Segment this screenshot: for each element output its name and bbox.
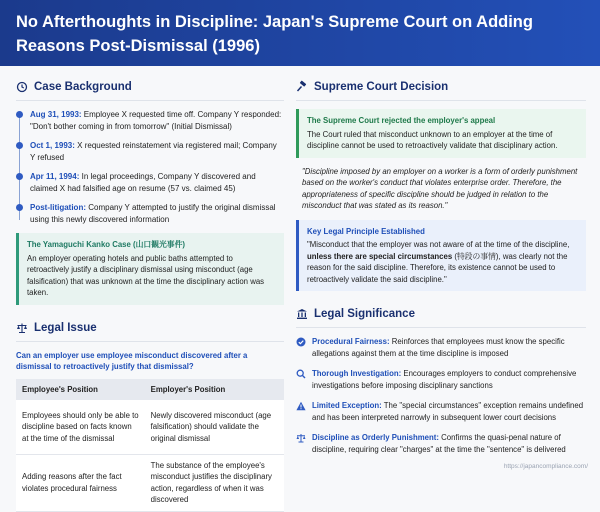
table-cell: The substance of the employee's misconduct justifies the disciplinary action, regardless of when it was discovered	[145, 454, 284, 511]
timeline-item	[30, 109, 284, 133]
case-box	[16, 233, 284, 305]
significance-title: Legal Significance	[314, 308, 415, 320]
left-column	[16, 78, 284, 512]
legal-question: Can an employer use employee misconduct discovered after a dismissal to retroactively justify that dismissal?	[16, 350, 248, 371]
timeline-date: Oct 1, 1993:	[30, 141, 75, 150]
principle-text	[307, 239, 578, 285]
timeline-text: In legal proceedings, Company Y discovered and claimed X had falsified age on resume (57 vs. claimed 45)	[30, 172, 256, 193]
timeline-dot	[16, 111, 23, 118]
verdict-text: The Court ruled that misconduct unknown to an employer at the time of discipline cannot be used to retroactively validate that disciplinary action.	[307, 129, 558, 150]
timeline	[16, 109, 284, 226]
significance-key: Thorough Investigation:	[312, 369, 402, 378]
case-box-text: An employer operating hotels and public baths attempted to retroactively justify a disciplinary dismissal using misconduct (age falsification) that was unknown at the time the disciplinary action was taken.	[27, 253, 265, 297]
significance-item	[296, 432, 586, 455]
decision-title: Supreme Court Decision	[314, 81, 449, 93]
significance-key: Limited Exception:	[312, 401, 382, 410]
significance-desc: Reinforces that employees must know the specific allegations against them at the time discipline is imposed	[312, 337, 565, 358]
gavel-icon	[296, 81, 308, 93]
timeline-dot	[16, 173, 23, 180]
table-cell: Newly discovered misconduct (age falsification) should validate the original dismissal	[145, 400, 284, 454]
significance-desc: Encourages employers to conduct comprehensive investigations before imposing disciplinary sanctions	[312, 369, 577, 390]
column-header: Employer's Position	[145, 379, 284, 401]
court-quote: "Discipline imposed by an employer on a worker is a form of orderly punishment based on the worker's conduct that violates enterprise order. Therefore, the appropriateness of specific discipline should be judged in relation to the misconduct that was stated as its reason."	[302, 166, 578, 210]
case-background-title: Case Background	[34, 81, 132, 93]
principle-pre: "Misconduct that the employer was not aware of at the time of the discipline,	[307, 240, 570, 249]
timeline-item	[30, 202, 284, 226]
timeline-date: Apr 11, 1994:	[30, 172, 80, 181]
principle-title: Key Legal Principle Established	[307, 226, 425, 236]
timeline-date: Aug 31, 1993:	[30, 110, 82, 119]
column-header: Employee's Position	[16, 379, 145, 401]
divider	[16, 341, 284, 342]
significance-key: Procedural Fairness:	[312, 337, 390, 346]
scales-icon	[16, 322, 28, 334]
significance-text	[312, 400, 586, 423]
case-background-heading	[16, 78, 284, 96]
search-icon	[296, 369, 306, 379]
divider	[296, 100, 586, 101]
significance-heading	[296, 305, 586, 323]
timeline-item	[30, 171, 284, 195]
right-column	[296, 78, 586, 464]
significance-desc: Confirms the quasi-penal nature of discipline, requiring clear "charges" at the time the "sentence" is delivered	[312, 433, 566, 454]
significance-text	[312, 368, 586, 391]
decision-heading	[296, 78, 586, 96]
significance-item	[296, 336, 586, 359]
timeline-text: X requested reinstatement via registered mail; Company Y refused	[30, 141, 277, 162]
verdict-title: The Supreme Court rejected the employer's appeal	[307, 116, 496, 125]
significance-text	[312, 432, 586, 455]
legal-issue-heading	[16, 319, 284, 337]
principle-post: (特段の事情), was clearly not the reason for the said discipline. Therefore, its existence cannot be used to retroactively validate the said discipline."	[307, 251, 568, 284]
timeline-dot	[16, 204, 23, 211]
legal-issue-title: Legal Issue	[34, 321, 97, 334]
timeline-item	[30, 140, 284, 164]
page-header	[0, 0, 600, 66]
table-header-row	[16, 379, 284, 401]
divider	[16, 100, 284, 101]
principle-box	[296, 220, 586, 292]
timeline-text: Employee X requested time off. Company Y responded: "Don't bother coming in from tomorrow" (Initial Dismissal)	[30, 110, 282, 131]
table-cell: Employees should only be able to discipline based on facts known at the time of the dismissal	[16, 400, 145, 454]
table-row	[16, 400, 284, 454]
timeline-dot	[16, 142, 23, 149]
principle-bold: unless there are special circumstances	[307, 251, 453, 261]
timeline-date: Post-litigation:	[30, 203, 86, 212]
divider	[296, 327, 586, 328]
significance-item	[296, 368, 586, 391]
timeline-text: Company Y attempted to justify the original dismissal using this newly discovered information	[30, 203, 276, 224]
table-row	[16, 454, 284, 511]
shield-check-icon	[296, 337, 306, 347]
warning-icon	[296, 401, 306, 411]
footer-url: https://japancompliance.com/	[503, 463, 588, 470]
table-cell: Adding reasons after the fact violates procedural fairness	[16, 454, 145, 511]
verdict-box	[296, 109, 586, 158]
institution-icon	[296, 308, 308, 320]
significance-desc: The "special circumstances" exception remains undefined and has been interpreted narrowly in subsequent lower court decisions	[312, 401, 584, 422]
case-box-title: The Yamaguchi Kanko Case (山口観光事件)	[27, 240, 185, 249]
history-icon	[16, 81, 28, 93]
significance-text	[312, 336, 586, 359]
significance-item	[296, 400, 586, 423]
page-title: No Afterthoughts in Discipline: Japan's Supreme Court on Adding Reasons Post-Dismissal (1996)	[16, 13, 533, 55]
significance-key: Discipline as Orderly Punishment:	[312, 433, 439, 442]
scales-icon	[296, 433, 306, 443]
positions-table	[16, 379, 284, 512]
